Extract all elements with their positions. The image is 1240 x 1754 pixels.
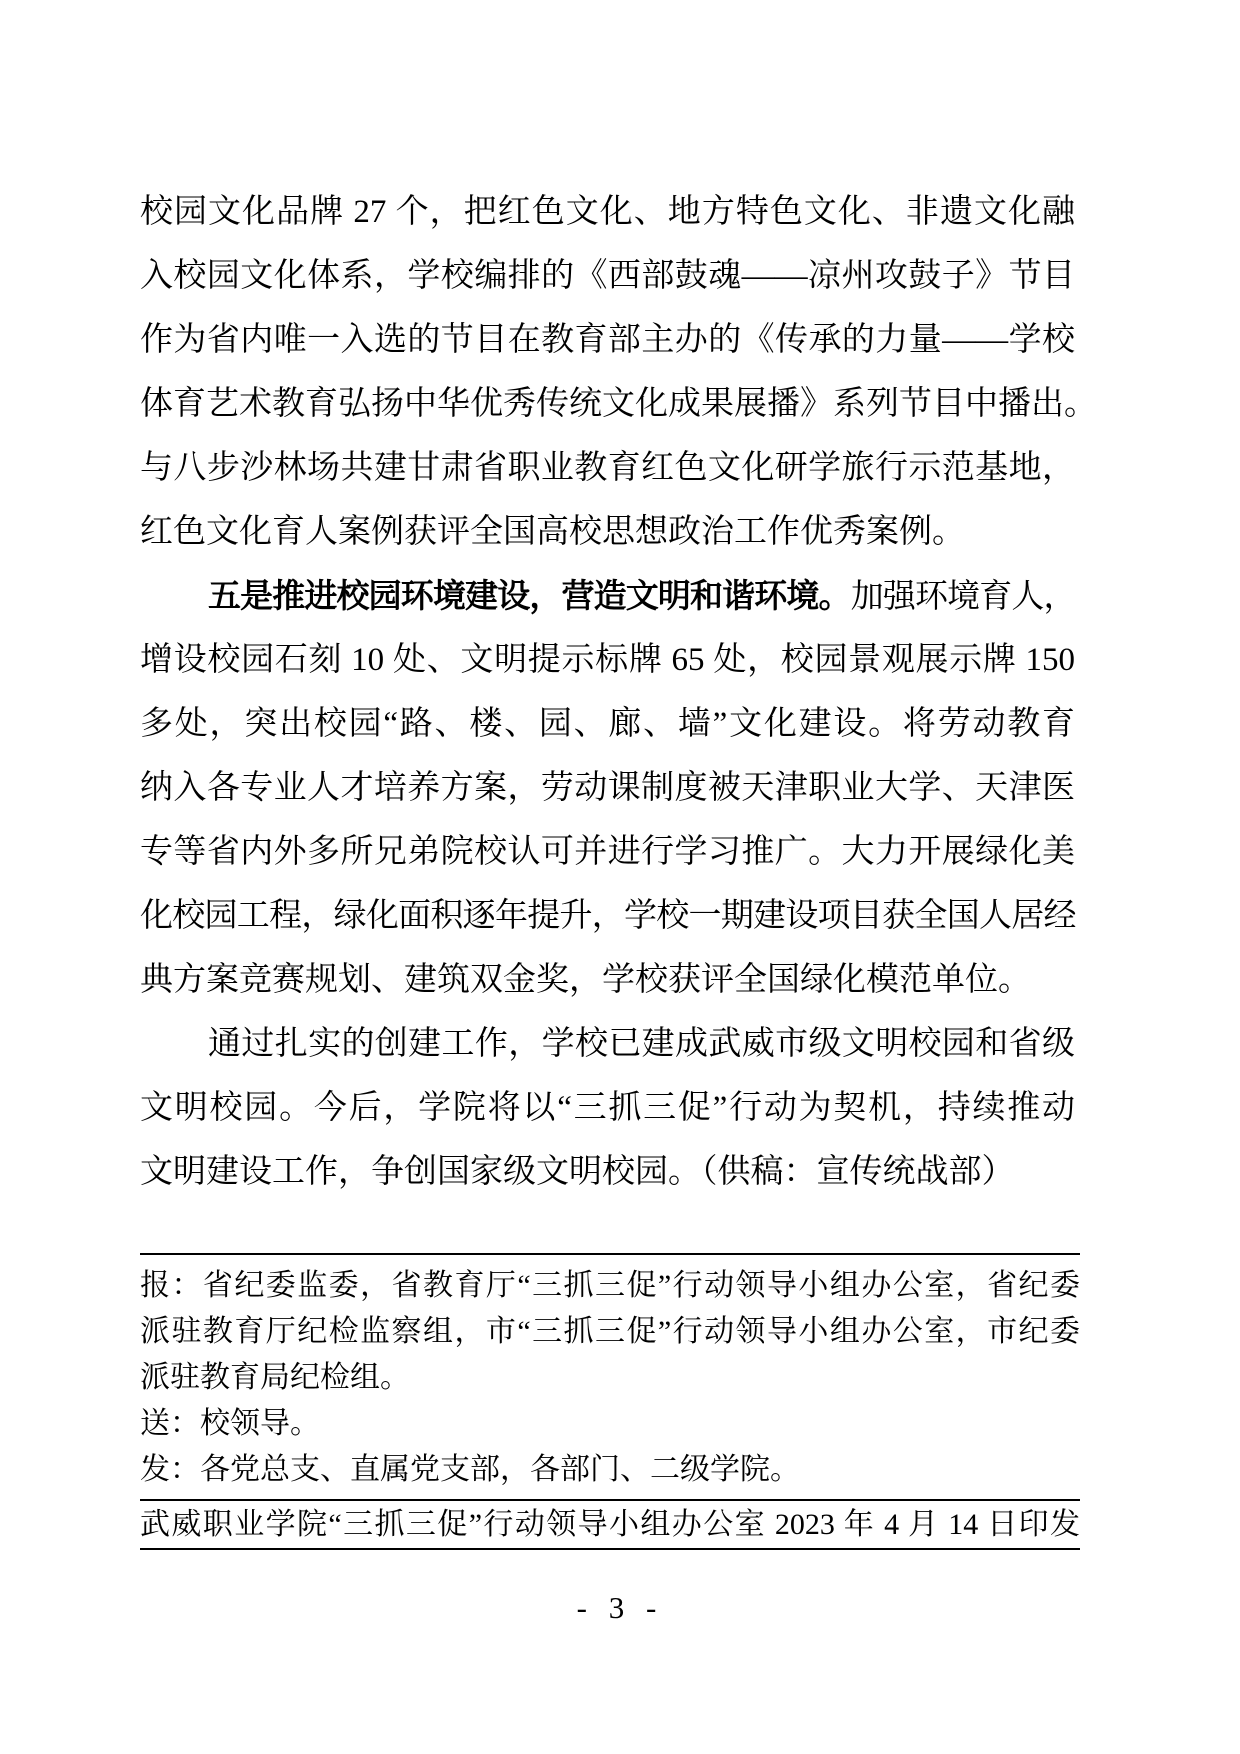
page-number: - 3 - bbox=[576, 1590, 664, 1625]
body-line: 专等省内外多所兄弟院校认可并进行学习推广。大力开展绿化美 bbox=[140, 834, 1075, 870]
body-line: 文明校园。今后，学院将以“三抓三促”行动为契机，持续推动 bbox=[140, 1090, 1075, 1126]
body-line: 入校园文化体系，学校编排的《西部鼓魂——凉州攻鼓子》节目 bbox=[140, 258, 1075, 294]
body-line: 纳入各专业人才培养方案，劳动课制度被天津职业大学、天津医 bbox=[140, 770, 1075, 806]
body-line: 红色文化育人案例获评全国高校思想政治工作优秀案例。 bbox=[140, 514, 965, 550]
body-line: 通过扎实的创建工作，学校已建成武威市级文明校园和省级 bbox=[208, 1026, 1075, 1062]
send-to-line: 送：校领导。 bbox=[140, 1407, 320, 1440]
issuing-office-line: 武威职业学院“三抓三促”行动领导小组办公室 2023 年 4 月 14 日印发 bbox=[140, 1499, 1080, 1550]
section-heading-rest: 加强环境育人， bbox=[850, 579, 1076, 615]
section-heading-bold: 五是推进校园环境建设，营造文明和谐环境。 bbox=[208, 577, 851, 614]
distribution-lines bbox=[140, 1255, 1080, 1499]
body-line: 文明建设工作，争创国家级文明校园。（供稿：宣传统战部） bbox=[140, 1154, 1015, 1190]
copy-to-line: 报：省纪委监委，省教育厅“三抓三促”行动领导小组办公室，省纪委 bbox=[140, 1269, 1080, 1302]
copy-to-line: 派驻教育局纪检组。 bbox=[140, 1361, 410, 1394]
body-line: 增设校园石刻 10 处、文明提示标牌 65 处，校园景观展示牌 150 bbox=[140, 642, 1075, 678]
distribute-to-line: 发：各党总支、直属党支部，各部门、二级学院。 bbox=[140, 1453, 800, 1486]
body-line: 校园文化品牌 27 个，把红色文化、地方特色文化、非遗文化融 bbox=[140, 194, 1075, 230]
body-line: 与八步沙林场共建甘肃省职业教育红色文化研学旅行示范基地， bbox=[140, 450, 1075, 486]
body-line: 多处，突出校园“路、楼、园、廊、墙”文化建设。将劳动教育 bbox=[140, 706, 1075, 742]
body-line: 典方案竞赛规划、建筑双金奖，学校获评全国绿化模范单位。 bbox=[140, 962, 1031, 998]
body-line: 作为省内唯一入选的节目在教育部主办的《传承的力量——学校 bbox=[140, 322, 1075, 358]
imprint-block bbox=[140, 1253, 1080, 1550]
body-line-section-heading bbox=[140, 564, 1075, 628]
document-body bbox=[140, 180, 1097, 1204]
body-line: 化校园工程，绿化面积逐年提升，学校一期建设项目获全国人居经 bbox=[140, 898, 1075, 934]
copy-to-line: 派驻教育厅纪检监察组，市“三抓三促”行动领导小组办公室，市纪委 bbox=[140, 1315, 1080, 1348]
body-line: 体育艺术教育弘扬中华优秀传统文化成果展播》系列节目中播出。 bbox=[140, 386, 1097, 422]
